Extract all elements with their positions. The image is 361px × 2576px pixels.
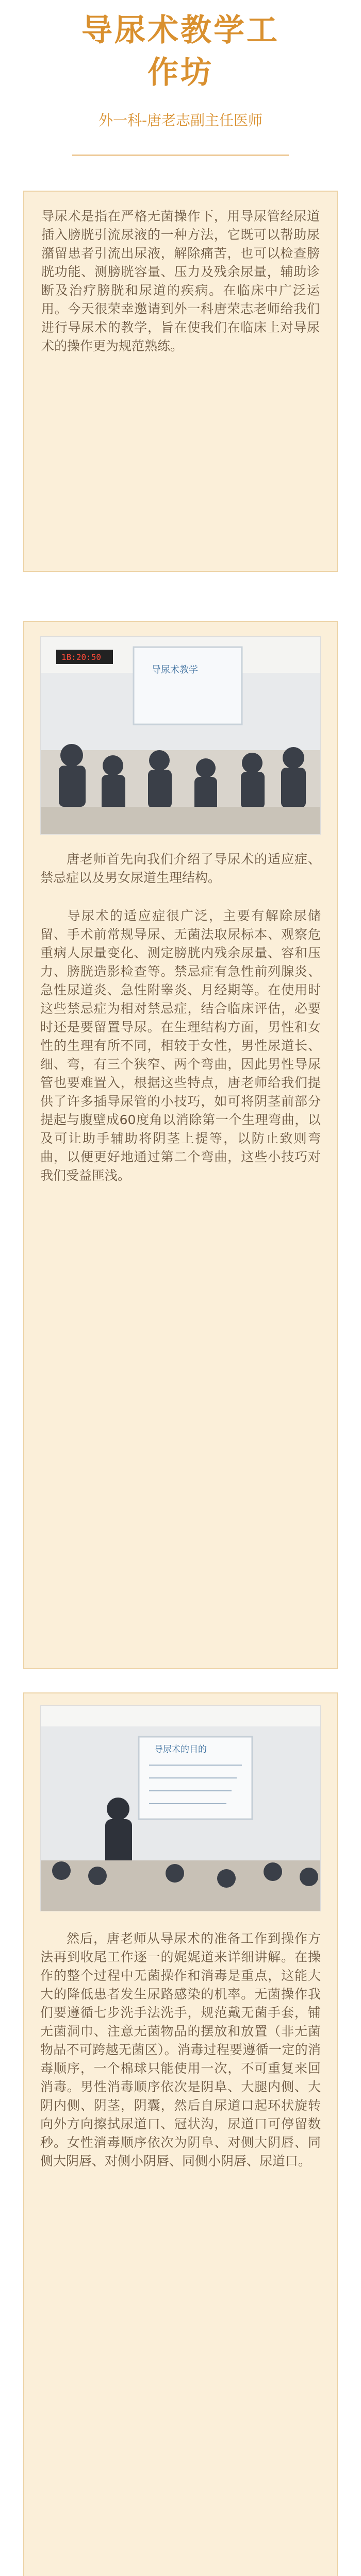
paragraph-4-text: 然后，唐老师从导尿术的准备工作到操作方法再到收尾工作逐一的娓娓道来详细讲解。在操作的整个过程中无菌操作和消毒是重点，这能大大的降低患者发生尿路感染的机率。无菌操作我们要遵循七步洗手法洗手，规范戴无菌手套，铺无菌洞巾、注意无菌物品的摆放和放置（非无菌物品不可跨越无菌区）。消毒过程要遵循一定的消毒顺序，一个棉球只能使用一次，不可重复来回消毒。男性消毒顺序依次是阴阜、大腿内侧、大阴内侧、阴茎，阴囊，然后自尿道口起环状旋转向外方向擦拭尿道口、冠状沟，尿道口可停留数秒。女性消毒顺序依次为阴阜、对侧大阴唇、同侧大阴唇、对侧小阴唇、同侧小阴唇、尿道口。 [40,1931,321,2168]
article-title-line2: 作坊 [147,55,214,91]
article-title [0,9,361,94]
subtitle-underline [72,155,289,156]
led-clock: 1B:20:50 [61,652,102,662]
paragraph-2 [40,850,321,887]
classroom-photo-2 [40,1705,321,1911]
paragraph-3-text: 导尿术的适应症很广泛，主要有解除尿储留、手术前常规导尿、无菌法取尿标本、观察危重病人尿量变化、测定膀胱内残余尿量、容和压力、膀胱造影检查等。禁忌症有急性前列腺炎、急性尿道炎、急性附睾炎、月经期等。在使用时这些禁忌症为相对禁忌症，结合临床评估，必要时还是要留置导尿。在生理结构方面，男性和女性的生理有所不同，相较于女性，男性尿道长、细、弯，有三个狭窄、两个弯曲，因此男性导尿管也要难置入，根据这些特点，唐老师给我们提供了许多插导尿管的小技巧，如可将阴茎前部分提起与腹壁成60度角以消除第一个生理弯曲，以及可让助手辅助将阴茎上提等，以防止致则弯曲，以便更好地通过第二个弯曲，这些小技巧对我们受益匪浅。 [40,908,321,1183]
intro-text: 导尿术是指在严格无菌操作下，用导尿管经尿道插入膀胱引流尿液的一种方法，它既可以帮助尿潴留患者引流出尿液，解除痛苦，也可以检查膀胱功能、测膀胱容量、压力及残余尿量，辅助诊断及治疗膀胱和尿道的疾病。在临床中广泛运用。今天很荣幸邀请到外一科唐荣志老师给我们进行导尿术的教学，旨在使我们在临床上对导尿术的操作更为规范熟练。 [41,209,320,353]
classroom-photo-1-image [41,637,321,835]
screen-title: 导尿术教学 [152,665,198,675]
article-title-line1: 导尿术教学工 [81,12,280,48]
classroom-photo-1 [40,636,321,835]
intro-paragraph [41,207,320,355]
screen-title-2: 导尿术的目的 [154,1744,207,1755]
paragraph-4 [40,1929,321,2171]
article-subtitle: 外一科-唐老志副主任医师 [98,112,263,129]
paragraph-2-text: 唐老师首先向我们介绍了导尿术的适应症、禁忌症以及男女尿道生理结构。 [40,852,321,885]
classroom-photo-2-image [41,1706,321,1911]
paragraph-3 [40,907,321,1185]
